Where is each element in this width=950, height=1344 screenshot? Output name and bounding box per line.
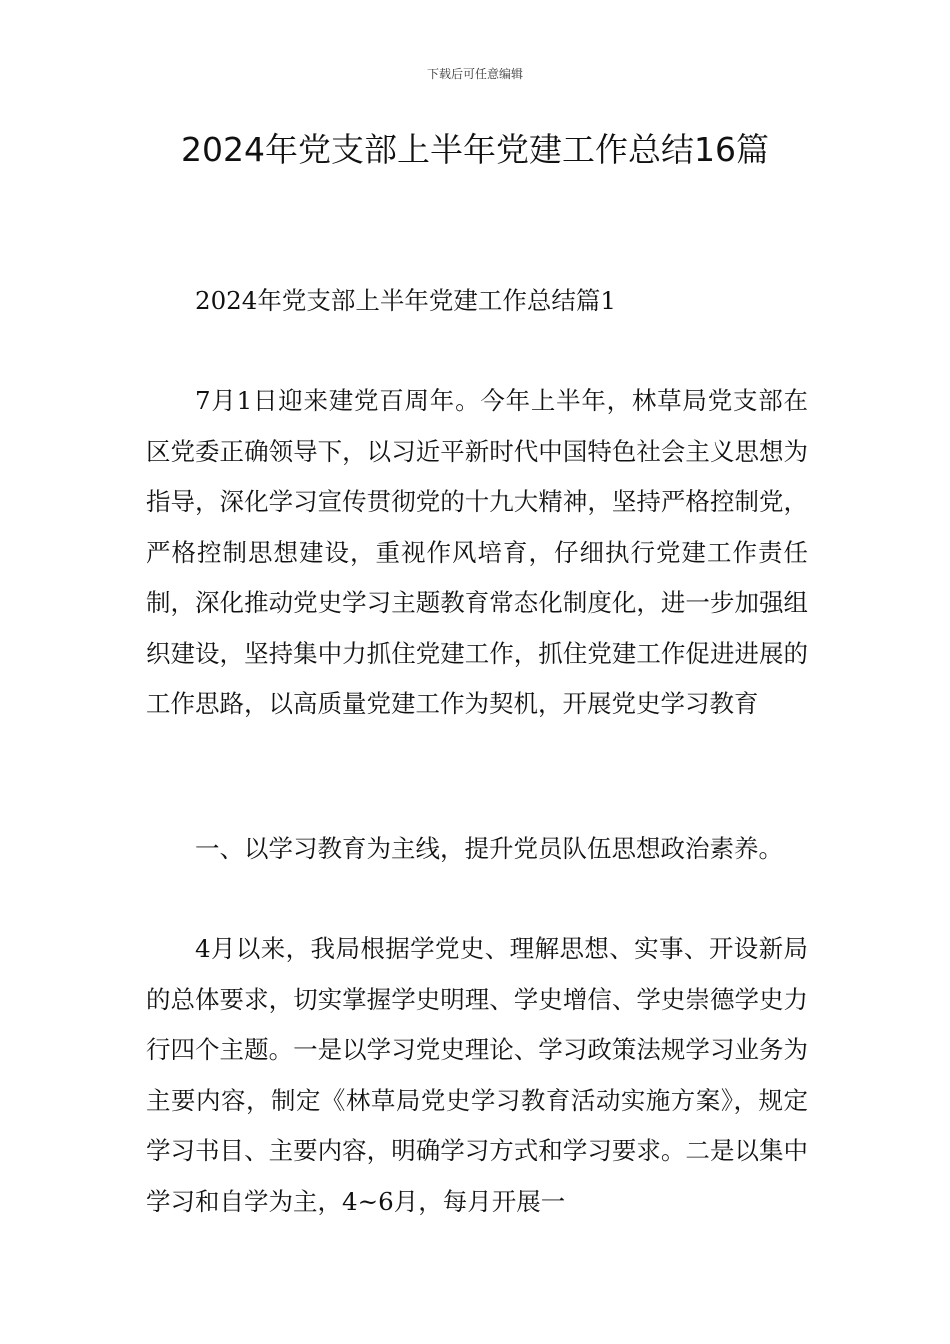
section-heading: 一、以学习教育为主线，提升党员队伍思想政治素养。 — [195, 834, 783, 863]
body-paragraph: 7月1日迎来建党百周年。今年上半年，林草局党支部在区党委正确领导下，以习近平新时代中国特色社会主义思想为指导，深化学习宣传贯彻党的十九大精神，坚持严格控制党，严格控制思想建设，重视作风培育，仔细执行党建工作责任制，深化推动党史学习主题教育常态化制度化，进一步加强组织建设，坚持集中力抓住党建工作，抓住党建工作促进进展的工作思路，以高质量党建工作为契机，开展党史学习教育 — [146, 386, 808, 718]
body-paragraph: 4月以来，我局根据学党史、理解思想、实事、开设新局的总体要求，切实掌握学史明理、学史增信、学史崇德学史力行四个主题。一是以学习党史理论、学习政策法规学习业务为主要内容，制定《林草局党史学习教育活动实施方案》，规定学习书目、主要内容，明确学习方式和学习要求。二是以集中学习和自学为主，4~6月，每月开展一 — [146, 934, 808, 1216]
page-title: 2024年党支部上半年党建工作总结16篇 — [181, 130, 769, 169]
header-note: 下载后可任意编辑 — [426, 67, 523, 81]
section-subtitle: 2024年党支部上半年党建工作总结篇1 — [195, 286, 616, 315]
